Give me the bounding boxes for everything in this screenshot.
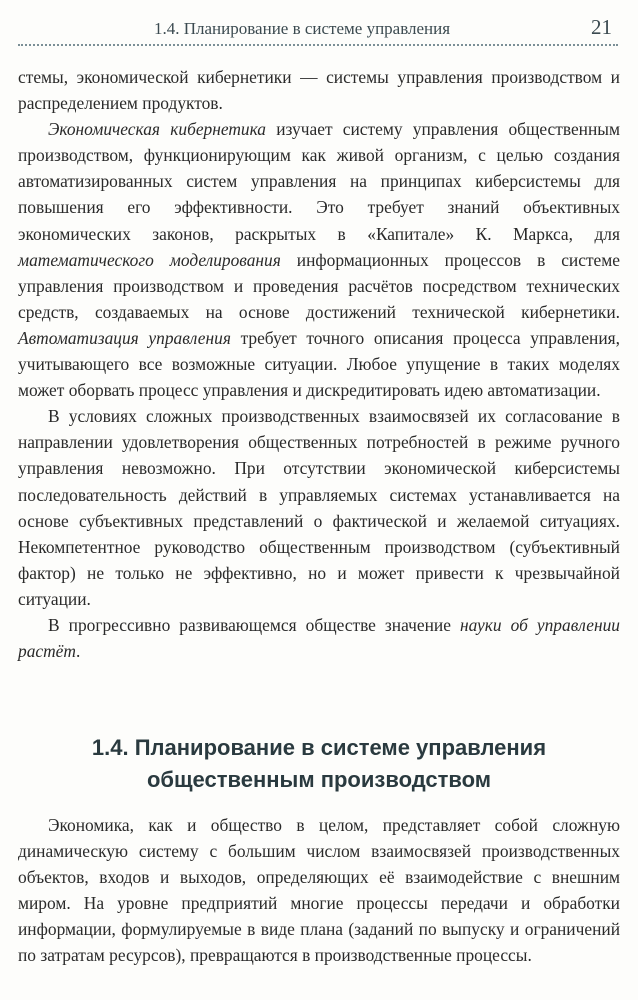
running-header: [18, 14, 618, 46]
paragraph: Экономика, как и общество в целом, представляет собой сложную динамическую систему с большим числом взаимосвязей производственных объектов, входов и выходов, определяющих её взаимодействие с внешним миром. На уровне предприятий многие процессы передачи и обработки информации, формулируемые в виде плана (заданий по выпуску и ограничений по затратам ресурсов), превращаются в производственные процессы.: [18, 815, 620, 966]
italic-term: Экономическая кибернетика: [48, 119, 266, 140]
page-number: 21: [591, 15, 612, 39]
running-header-title: 1.4. Планирование в системе управления: [154, 19, 451, 38]
section-heading: [18, 732, 620, 796]
paragraph: В условиях сложных производственных взаимосвязей их согласование в направлении удовлетворения общественных потребностей в режиме ручного управления невозможно. При отсутствии экономической киберсистемы последовательность действий в управляемых системах устанавливается на основе субъективных представлений о фактической и желаемой ситуациях. Некомпетентное руководство общественным производством (субъективный фактор) не только не эффективно, но и может привести к чрезвычайной ситуации.: [18, 406, 620, 609]
paragraph: стемы, экономической кибернетики — системы управления производством и распределением продуктов.: [18, 67, 620, 114]
paragraph: [18, 612, 620, 664]
main-text: [18, 64, 620, 664]
paragraph-text: .: [75, 641, 81, 662]
paragraph-text: информационных процессов в системе управления производством и проведения расчётов посредством технических средств, создаваемых на основе достижений технической кибернетики.: [18, 249, 620, 322]
section-text: [18, 812, 620, 969]
paragraph: [18, 116, 620, 403]
section-heading-line: 1.4. Планирование в системе управления: [91, 735, 547, 760]
section-heading-line: общественным производством: [146, 767, 492, 792]
italic-term: Автоматизация управления: [18, 327, 231, 348]
italic-term: науки об управлении растёт: [18, 614, 620, 662]
paragraph-text: изучает систему управления общественным производством, функционирующим как живой организм, с целью создания автоматизированных систем управления на принципах киберсистемы для повышения его эффективности. Это требует знаний объективных экономических законов, раскрытых в «Капитале» К. Маркса, для: [18, 119, 620, 244]
italic-term: математического моделирования: [18, 249, 281, 270]
paragraph-text: В прогрессивно развивающемся обществе значение: [48, 614, 460, 635]
paragraph-text: требует точного описания процесса управления, учитывающего все возможные ситуации. Любое упущение в таких моделях может оборвать процесс управления и дискредитировать идею автоматизации.: [18, 327, 621, 401]
